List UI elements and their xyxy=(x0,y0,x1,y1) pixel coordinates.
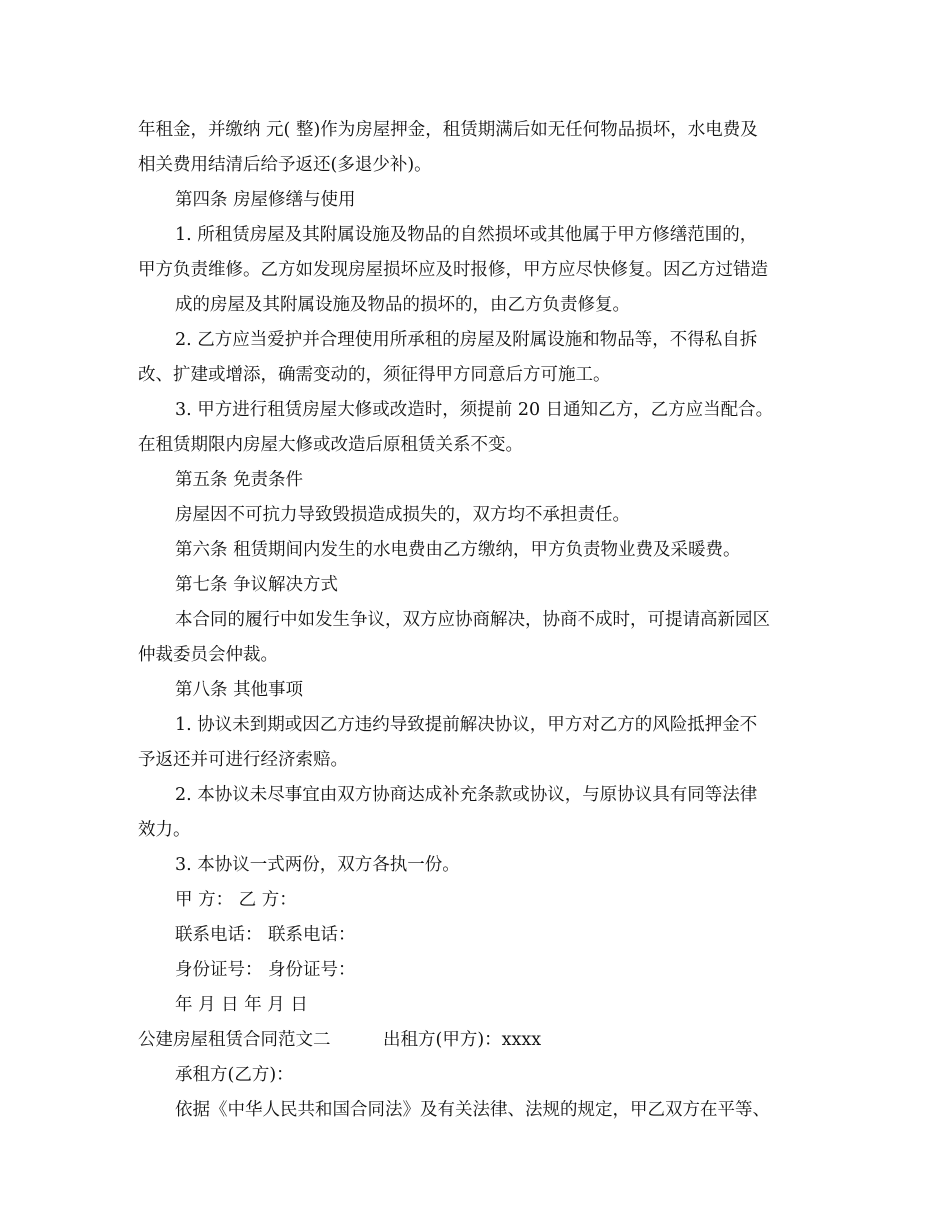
signature-id-line: 身份证号： 身份证号： xyxy=(175,960,356,980)
section-heading: 第五条 免责条件 xyxy=(175,470,304,490)
signature-phone-line: 联系电话： 联系电话： xyxy=(175,925,356,945)
text-line: 予返还并可进行经济索赔。 xyxy=(138,750,348,770)
text-line: 相关费用结清后给予返还(多退少补)。 xyxy=(138,155,432,175)
text-line: 2. 本协议未尽事宜由双方协商达成补充条款或协议，与原协议具有同等法律 xyxy=(175,785,758,805)
section-heading: 第六条 租赁期间内发生的水电费由乙方缴纳，甲方负责物业费及采暖费。 xyxy=(175,540,741,560)
lessee-line: 承租方(乙方)： xyxy=(175,1065,294,1085)
text-line: 房屋因不可抗力导致毁损造成损失的，双方均不承担责任。 xyxy=(175,505,630,525)
text-line: 本合同的履行中如发生争议，双方应协商解决，协商不成时，可提请高新园区 xyxy=(175,610,770,630)
section-heading: 第七条 争议解决方式 xyxy=(175,575,339,595)
text-line: 年租金，并缴纳 元( 整)作为房屋押金，租赁期满后如无任何物品损坏，水电费及 xyxy=(138,120,758,140)
section-heading: 第四条 房屋修缮与使用 xyxy=(175,190,356,210)
signature-date-line: 年 月 日 年 月 日 xyxy=(175,995,308,1015)
document-title: 公建房屋租赁合同范文二 xyxy=(138,1030,331,1050)
text-line: 改、扩建或增添，确需变动的，须征得甲方同意后方可施工。 xyxy=(138,365,611,385)
section-heading: 第八条 其他事项 xyxy=(175,680,304,700)
text-line: 效力。 xyxy=(138,820,191,840)
text-line: 甲方负责维修。乙方如发现房屋损坏应及时报修，甲方应尽快修复。因乙方过错造 xyxy=(138,260,768,280)
text-line: 3. 本协议一式两份，双方各执一份。 xyxy=(175,855,460,875)
text-line: 依据《中华人民共和国合同法》及有关法律、法规的规定，甲乙双方在平等、 xyxy=(175,1100,770,1120)
text-line: 仲裁委员会仲裁。 xyxy=(138,645,278,665)
text-line: 成的房屋及其附属设施及物品的损坏的，由乙方负责修复。 xyxy=(175,295,630,315)
text-line: 在租赁期限内房屋大修或改造后原租赁关系不变。 xyxy=(138,435,523,455)
text-line: 2. 乙方应当爱护并合理使用所承租的房屋及附属设施和物品等，不得私自拆 xyxy=(175,330,758,350)
lessor-line: 出租方(甲方)：xxxx xyxy=(383,1030,542,1050)
text-line: 1. 所租赁房屋及其附属设施及物品的自然损坏或其他属于甲方修缮范围的， xyxy=(175,225,758,245)
text-line: 1. 协议未到期或因乙方违约导致提前解决协议，甲方对乙方的风险抵押金不 xyxy=(175,715,758,735)
signature-party-line: 甲 方： 乙 方： xyxy=(175,890,297,910)
text-line: 3. 甲方进行租赁房屋大修或改造时，须提前 20 日通知乙方，乙方应当配合。 xyxy=(175,400,774,420)
